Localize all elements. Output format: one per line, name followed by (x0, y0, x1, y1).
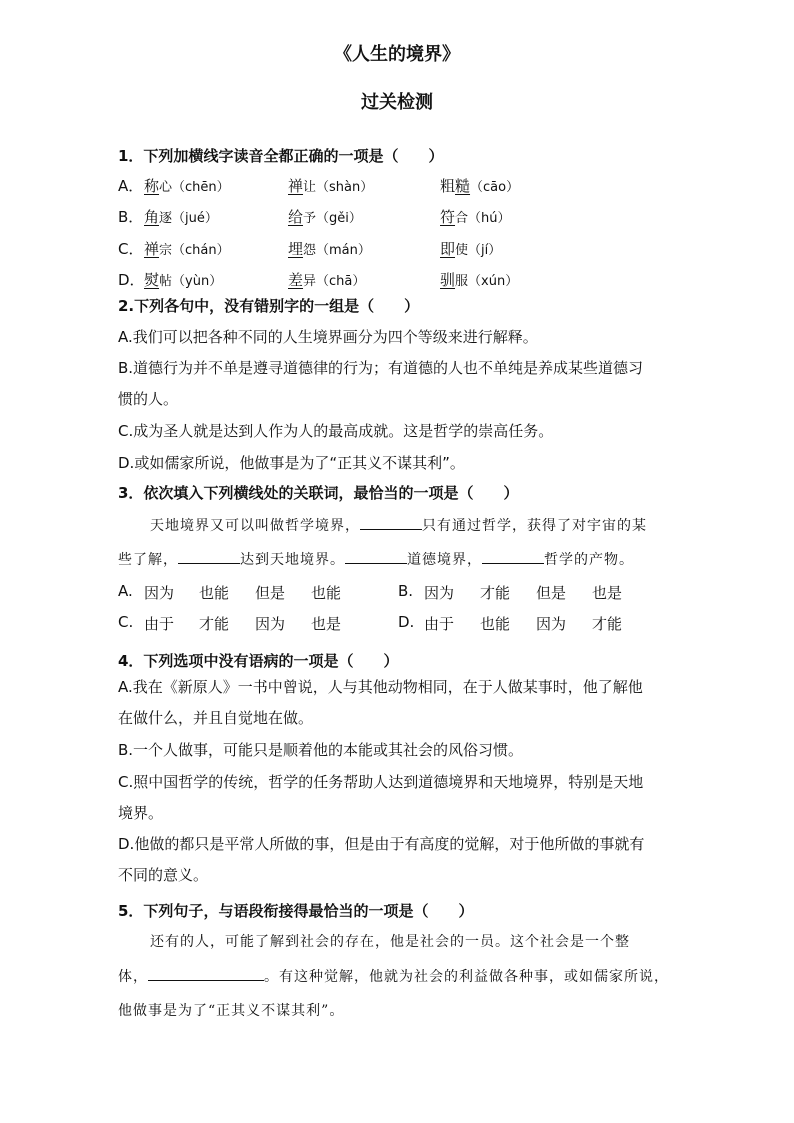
document-page: 《人生的境界》 过关检测 1．下列加横线字读音全都正确的一项是（ ） A． 称心（chēn） 禅让（shàn） 粗糙（cāo） B． 角逐（jué） 给予（gěi） 符合（hú） C． 禅宗（chán） 埋怨（mán） 即使（jí） D． 熨帖（yùn） 差异（chā） 驯服（xún） 2.下列各句中，没有错别字的一组是（ ） A.我们可以把各种不同的人生境界画分为四个等级来进行解释。 B.道德行为并不单是遵寻道德律的行为；有道德的人也不单纯是养成某些道德习 惯的人。 C.成为圣人就是达到人作为人的最高成就。这是哲学的崇高任务。 D.或如儒家所说，他做事是为了“正其义不谋其利”。 3．依次填入下列横线处的关联词，最恰当的一项是（ ） 天地境界又可以叫做哲学境界， 只有通过哲学，获得了对宇宙的某 些了解， 达到天地境界。 道德境界， 哲学的产物。 A. 因为 也能 但是 也能 B. 因为 才能 但是 也是 C. 由于 才能 因为 也是 D. 由于 也能 因为 才能 4．下列选项中没有语病的一项是（ ） A.我在《新原人》一书中曾说，人与其他动物相同，在于人做某事时，他了解他 在做什么，并且自觉地在做。 B.一个人做事，可能只是顺着他的本能或其社会的风俗习惯。 C.照中国哲学的传统，哲学的任务帮助人达到道德境界和天地境界，特别是天地 境界。 D.他做的都只是平常人所做的事，但是由于有高度的觉解，对于他所做的事就有 不同的意义。 5．下列句子，与语段衔接得最恰当的一项是（ ） 还有的人，可能了解到社会的存在，他是社会的一员。这个社会是一个整 体， 。有这种觉解，他就为社会的利益做各种事，或如儒家所说， 他做事是为了“正其义不谋其利”。 (0, 0, 794, 1123)
option-letter: A． (118, 177, 144, 195)
fill-blank (148, 966, 264, 981)
option-word-2: 差异（chā） (288, 271, 366, 289)
option-word-2: 给予（gěi） (288, 208, 362, 226)
q4-option-b: B.一个人做事，可能只是顺着他的本能或其社会的风俗习惯。 (118, 741, 524, 759)
q3-passage-line-2: 些了解， 达到天地境界。 道德境界， 哲学的产物。 (118, 549, 634, 569)
q5-passage-line-2: 体， 。有这种觉解，他就为社会的利益做各种事，或如儒家所说， (118, 966, 669, 986)
question-3-stem: 3．依次填入下列横线处的关联词，最恰当的一项是（ ） (118, 484, 519, 502)
fill-blank-1 (360, 515, 422, 530)
question-5-stem: 5．下列句子，与语段衔接得最恰当的一项是（ ） (118, 902, 474, 920)
q2-option-b-line-1: B.道德行为并不单是遵寻道德律的行为；有道德的人也不单纯是养成某些道德习 (118, 359, 644, 377)
option-letter: D． (118, 271, 145, 289)
q2-option-d: D.或如儒家所说，他做事是为了“正其义不谋其利”。 (118, 454, 465, 472)
option-word-1: 禅宗（chán） (144, 240, 230, 258)
q4-option-a-line-1: A.我在《新原人》一书中曾说，人与其他动物相同，在于人做某事时，他了解他 (118, 678, 643, 696)
q4-option-d-line-1: D.他做的都只是平常人所做的事，但是由于有高度的觉解，对于他所做的事就有 (118, 835, 645, 853)
option-letter: C． (118, 240, 144, 258)
option-word-1: 角逐（jué） (144, 208, 218, 226)
option-word-2: 埋怨（mán） (288, 240, 371, 258)
question-4-stem: 4．下列选项中没有语病的一项是（ ） (118, 652, 399, 670)
q4-option-c-line-1: C.照中国哲学的传统，哲学的任务帮助人达到道德境界和天地境界，特别是天地 (118, 773, 644, 791)
question-2-stem: 2.下列各句中，没有错别字的一组是（ ） (118, 297, 420, 315)
q4-option-c-line-2: 境界。 (118, 804, 164, 822)
document-subtitle: 过关检测 (361, 92, 433, 113)
q2-option-a: A.我们可以把各种不同的人生境界画分为四个等级来进行解释。 (118, 328, 538, 346)
q4-option-d-line-2: 不同的意义。 (118, 866, 209, 884)
q2-option-b-line-2: 惯的人。 (118, 390, 179, 408)
fill-blank-2 (178, 549, 240, 564)
q5-passage-line-3: 他做事是为了“正其义不谋其利”。 (118, 1003, 345, 1019)
option-word-3: 符合（hú） (440, 208, 511, 226)
option-word-3: 即使（jí） (440, 240, 502, 258)
q4-option-a-line-2: 在做什么，并且自觉地在做。 (118, 709, 314, 727)
option-word-3: 粗糙（cāo） (440, 177, 520, 195)
q5-passage-line-1: 还有的人，可能了解到社会的存在，他是社会的一员。这个社会是一个整 (150, 934, 630, 950)
fill-blank-3 (345, 549, 407, 564)
question-1-stem: 1．下列加横线字读音全都正确的一项是（ ） (118, 147, 444, 165)
document-title: 《人生的境界》 (334, 44, 460, 65)
option-letter: B． (118, 208, 144, 226)
option-word-1: 熨帖（yùn） (144, 271, 223, 289)
option-word-2: 禅让（shàn） (288, 177, 374, 195)
q2-option-c: C.成为圣人就是达到人作为人的最高成就。这是哲学的崇高任务。 (118, 422, 554, 440)
option-word-3: 驯服（xún） (440, 271, 519, 289)
option-word-1: 称心（chēn） (144, 177, 230, 195)
fill-blank-4 (482, 549, 544, 564)
q3-passage-line-1: 天地境界又可以叫做哲学境界， 只有通过哲学，获得了对宇宙的某 (150, 515, 647, 535)
